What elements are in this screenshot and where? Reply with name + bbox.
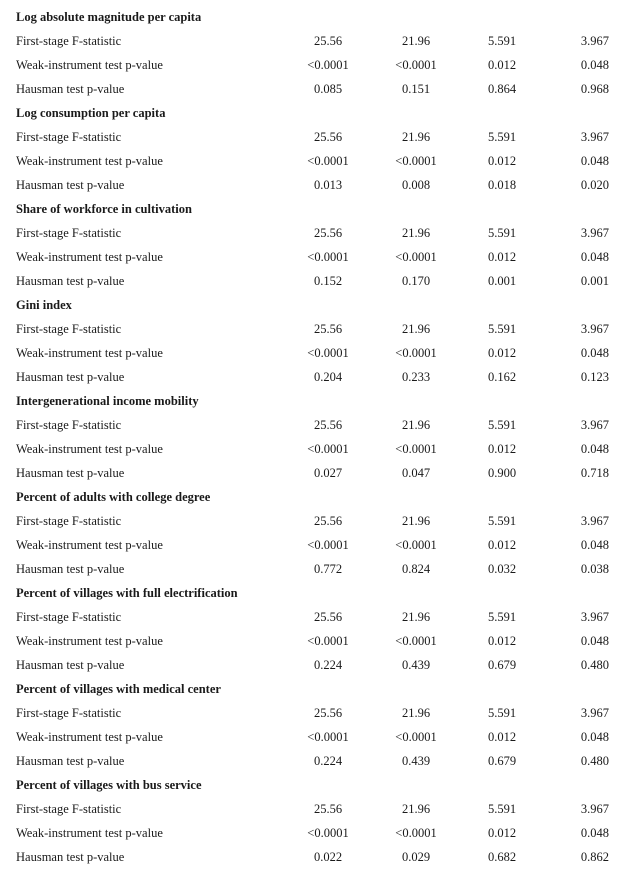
section-header — [0, 677, 626, 701]
table-cell: 25.56 — [313, 226, 343, 240]
row-label: Hausman test p-value — [16, 754, 125, 768]
section-header — [0, 293, 626, 317]
table-row — [0, 725, 626, 749]
row-label: Hausman test p-value — [16, 850, 125, 864]
table-row — [0, 53, 626, 77]
table-cell: 3.967 — [580, 34, 609, 48]
table-cell: 0.048 — [580, 154, 609, 168]
row-label: Hausman test p-value — [16, 466, 125, 480]
table-cell: 0.170 — [401, 274, 431, 288]
table-cell: 5.591 — [487, 322, 517, 336]
table-cell: <0.0001 — [395, 154, 437, 168]
table-cell: 3.967 — [580, 130, 609, 144]
table-row — [0, 533, 626, 557]
row-label: Hausman test p-value — [16, 562, 125, 576]
table-cell: 5.591 — [487, 514, 517, 528]
table-cell: 0.047 — [401, 466, 431, 480]
row-label: Weak-instrument test p-value — [16, 58, 163, 72]
table-cell: <0.0001 — [395, 58, 437, 72]
table-cell: 0.152 — [313, 274, 343, 288]
table-cell: 0.151 — [401, 82, 431, 96]
table-cell: 5.591 — [487, 418, 517, 432]
table-cell: 21.96 — [401, 706, 431, 720]
table-row — [0, 317, 626, 341]
table-cell: 0.012 — [487, 442, 517, 456]
table-cell: 25.56 — [313, 802, 343, 816]
table-cell: <0.0001 — [395, 250, 437, 264]
table-cell: 0.862 — [580, 850, 609, 864]
table-cell: <0.0001 — [307, 538, 349, 552]
table-row — [0, 29, 626, 53]
table-cell: 21.96 — [401, 418, 431, 432]
table-cell: 21.96 — [401, 322, 431, 336]
table-cell: 21.96 — [401, 802, 431, 816]
table-cell: 3.967 — [580, 610, 609, 624]
table-cell: 0.900 — [487, 466, 517, 480]
table-row — [0, 173, 626, 197]
section-title: Percent of villages with full electrification — [16, 586, 238, 600]
table-row — [0, 509, 626, 533]
table-cell: 21.96 — [401, 226, 431, 240]
table-row — [0, 749, 626, 773]
table-row — [0, 557, 626, 581]
table-cell: 0.020 — [580, 178, 609, 192]
table-cell: <0.0001 — [307, 346, 349, 360]
table-cell: 0.012 — [487, 250, 517, 264]
table-cell: 3.967 — [580, 418, 609, 432]
row-label: Weak-instrument test p-value — [16, 730, 163, 744]
table-cell: 5.591 — [487, 706, 517, 720]
table-cell: <0.0001 — [395, 634, 437, 648]
table-cell: <0.0001 — [307, 730, 349, 744]
table-row — [0, 845, 626, 869]
table-cell: <0.0001 — [307, 250, 349, 264]
table-cell: 25.56 — [313, 706, 343, 720]
row-label: Weak-instrument test p-value — [16, 826, 163, 840]
row-label: Weak-instrument test p-value — [16, 250, 163, 264]
table-row — [0, 341, 626, 365]
table-cell: 0.224 — [313, 658, 343, 672]
row-label: First-stage F-statistic — [16, 514, 122, 528]
table-cell: 25.56 — [313, 130, 343, 144]
table-cell: 0.439 — [401, 754, 431, 768]
table-cell: 21.96 — [401, 130, 431, 144]
table-cell: 25.56 — [313, 322, 343, 336]
row-label: First-stage F-statistic — [16, 226, 122, 240]
table-row — [0, 365, 626, 389]
section-header — [0, 485, 626, 509]
table-cell: 0.679 — [487, 754, 517, 768]
table-row — [0, 821, 626, 845]
table-cell: 0.012 — [487, 634, 517, 648]
table-cell: <0.0001 — [395, 538, 437, 552]
table-cell: 0.022 — [313, 850, 343, 864]
table-cell: 3.967 — [580, 322, 609, 336]
table-cell: 0.012 — [487, 538, 517, 552]
table-cell: 21.96 — [401, 34, 431, 48]
row-label: Weak-instrument test p-value — [16, 346, 163, 360]
row-label: First-stage F-statistic — [16, 802, 122, 816]
section-title: Percent of villages with medical center — [16, 682, 221, 696]
table-cell: 0.204 — [313, 370, 343, 384]
table-cell: 0.864 — [487, 82, 517, 96]
row-label: Hausman test p-value — [16, 178, 125, 192]
table-cell: 5.591 — [487, 226, 517, 240]
row-label: First-stage F-statistic — [16, 34, 122, 48]
table-cell: 0.048 — [580, 58, 609, 72]
table-cell: <0.0001 — [307, 442, 349, 456]
section-title: Percent of villages with bus service — [16, 778, 202, 792]
section-title: Log absolute magnitude per capita — [16, 10, 202, 24]
table-cell: 0.012 — [487, 58, 517, 72]
section-header — [0, 5, 626, 29]
table-row — [0, 413, 626, 437]
table-row — [0, 605, 626, 629]
table-cell: 0.480 — [580, 658, 609, 672]
table-cell: 0.027 — [313, 466, 343, 480]
section-header — [0, 101, 626, 125]
section-title: Percent of adults with college degree — [16, 490, 211, 504]
table-cell: 5.591 — [487, 802, 517, 816]
table-row — [0, 221, 626, 245]
row-label: Hausman test p-value — [16, 274, 125, 288]
row-label: First-stage F-statistic — [16, 418, 122, 432]
table-cell: 0.018 — [487, 178, 517, 192]
section-header — [0, 197, 626, 221]
table-cell: 0.772 — [313, 562, 343, 576]
table-cell: 25.56 — [313, 610, 343, 624]
section-header — [0, 581, 626, 605]
table-cell: 0.012 — [487, 826, 517, 840]
table-cell: 0.032 — [487, 562, 517, 576]
row-label: Hausman test p-value — [16, 658, 125, 672]
table-cell: 0.224 — [313, 754, 343, 768]
table-cell: 25.56 — [313, 514, 343, 528]
section-title: Log consumption per capita — [16, 106, 166, 120]
table-cell: 3.967 — [580, 802, 609, 816]
row-label: Weak-instrument test p-value — [16, 154, 163, 168]
row-label: Weak-instrument test p-value — [16, 634, 163, 648]
table-cell: 21.96 — [401, 610, 431, 624]
table-cell: 5.591 — [487, 34, 517, 48]
table-row — [0, 149, 626, 173]
section-title: Gini index — [16, 298, 72, 312]
table-cell: <0.0001 — [395, 346, 437, 360]
table-cell: 3.967 — [580, 706, 609, 720]
table-cell: 0.029 — [401, 850, 431, 864]
table-row — [0, 461, 626, 485]
table-cell: 0.048 — [580, 634, 609, 648]
row-label: First-stage F-statistic — [16, 130, 122, 144]
table-cell: 0.480 — [580, 754, 609, 768]
table-row — [0, 77, 626, 101]
table-cell: 3.967 — [580, 226, 609, 240]
table-cell: 0.968 — [580, 82, 609, 96]
table-row — [0, 437, 626, 461]
row-label: Weak-instrument test p-value — [16, 442, 163, 456]
table-row — [0, 245, 626, 269]
table-cell: 3.967 — [580, 514, 609, 528]
table-cell: <0.0001 — [395, 730, 437, 744]
table-cell: 25.56 — [313, 34, 343, 48]
table-row — [0, 125, 626, 149]
table-cell: 5.591 — [487, 130, 517, 144]
table-cell: 0.012 — [487, 154, 517, 168]
table-cell: 0.162 — [487, 370, 517, 384]
row-label: Hausman test p-value — [16, 82, 125, 96]
table-cell: 0.012 — [487, 730, 517, 744]
row-label: First-stage F-statistic — [16, 706, 122, 720]
table-cell: 0.048 — [580, 346, 609, 360]
section-title: Share of workforce in cultivation — [16, 202, 192, 216]
table-cell: 0.012 — [487, 346, 517, 360]
table-row — [0, 269, 626, 293]
section-header — [0, 389, 626, 413]
table-cell: 0.679 — [487, 658, 517, 672]
table-cell: 0.048 — [580, 250, 609, 264]
table-cell: <0.0001 — [307, 58, 349, 72]
table-cell: 21.96 — [401, 514, 431, 528]
table-cell: 0.439 — [401, 658, 431, 672]
table-row — [0, 797, 626, 821]
table-row — [0, 701, 626, 725]
row-label: First-stage F-statistic — [16, 610, 122, 624]
section-title: Intergenerational income mobility — [16, 394, 199, 408]
table-cell: 0.123 — [580, 370, 609, 384]
table-row — [0, 653, 626, 677]
table-cell: <0.0001 — [307, 826, 349, 840]
row-label: Hausman test p-value — [16, 370, 125, 384]
section-header — [0, 773, 626, 797]
table-cell: 0.048 — [580, 442, 609, 456]
table-cell: 25.56 — [313, 418, 343, 432]
table-cell: <0.0001 — [395, 442, 437, 456]
table-row — [0, 629, 626, 653]
table-cell: 0.038 — [580, 562, 609, 576]
row-label: Weak-instrument test p-value — [16, 538, 163, 552]
table-cell: 0.048 — [580, 538, 609, 552]
table-cell: 0.048 — [580, 730, 609, 744]
table-cell: 0.085 — [313, 82, 343, 96]
table-cell: 0.233 — [401, 370, 431, 384]
table-cell: <0.0001 — [395, 826, 437, 840]
table-cell: 5.591 — [487, 610, 517, 624]
table-cell: 0.682 — [487, 850, 517, 864]
table-cell: 0.048 — [580, 826, 609, 840]
table-cell: 0.013 — [313, 178, 343, 192]
table-cell: 0.824 — [401, 562, 431, 576]
row-label: First-stage F-statistic — [16, 322, 122, 336]
table-cell: 0.001 — [487, 274, 517, 288]
table-cell: <0.0001 — [307, 634, 349, 648]
table-cell: 0.001 — [580, 274, 609, 288]
table-cell: <0.0001 — [307, 154, 349, 168]
table-cell: 0.008 — [401, 178, 431, 192]
table-cell: 0.718 — [580, 466, 609, 480]
